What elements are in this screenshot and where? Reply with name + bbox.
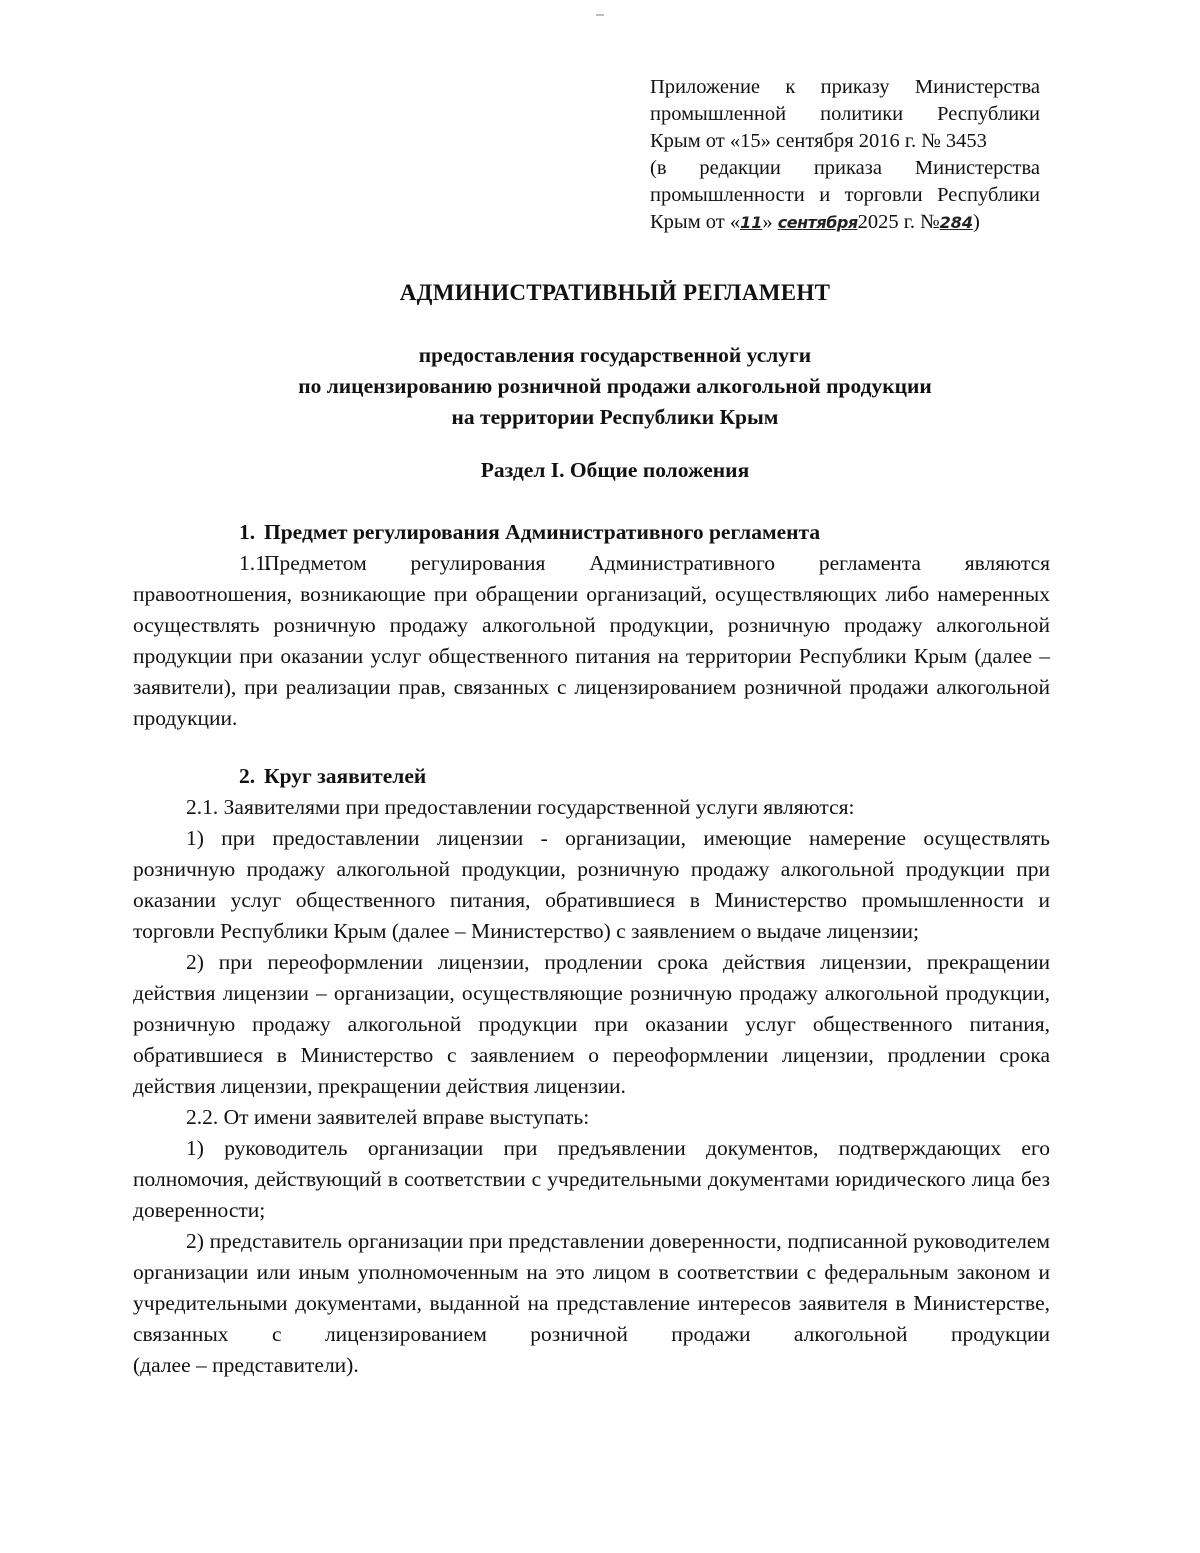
appendix-line: (в редакции приказа Министерства <box>650 157 1040 179</box>
subtitle-line: предоставления государственной услуги <box>418 343 812 367</box>
paragraph: 2) при переоформлении лицензии, продлении срока действия лицензии, прекращении действия лицензии – организации, осуществляющие розничную продажу алкогольной продукции, розничную продажу алкогольной продукции при оказании услуг общественного питания, обратившиеся в Министерство с заявлением о переоформлении лицензии, продлении срока действия лицензии, прекращении действия лицензии. <box>133 950 1050 1098</box>
date-suffix: ) <box>973 211 980 233</box>
appendix-block <box>650 74 1040 236</box>
subsection-title: Предмет регулирования Административного регламента <box>264 520 821 544</box>
paragraph-number: 1.1. <box>239 551 272 575</box>
handwritten-number: 284 <box>939 213 974 232</box>
handwritten-day: 11 <box>740 213 763 232</box>
subsection-number: 1. <box>239 520 256 544</box>
subsection-number: 2. <box>239 764 256 788</box>
appendix-line: промышленной политики Республики <box>650 103 1040 125</box>
subtitle-line: по лицензированию розничной продажи алкогольной продукции <box>298 374 932 398</box>
paragraph <box>133 548 1050 734</box>
document-body <box>133 517 1050 1381</box>
appendix-line-date <box>650 209 1040 236</box>
subtitle-line: на территории Республики Крым <box>451 405 779 429</box>
paragraph-text: Предметом регулирования Административного регламента являются правоотношения, возникающие при обращении организаций, осуществляющих либо намеренных осуществлять розничную продажу алкогольной продукции, розничную продажу алкогольной продукции при оказании услуг общественного питания на территории Республики Крым (далее – заявители), при реализации прав, связанных с лицензированием розничной продажи алкогольной продукции. <box>133 551 1050 730</box>
document-subtitle <box>130 340 1100 433</box>
appendix-line: Крым от «15» сентября 2016 г. № 3453 <box>650 130 987 152</box>
paragraph: 1) при предоставлении лицензии - организации, имеющие намерение осуществлять розничную продажу алкогольной продукции, розничную продажу алкогольной продукции при оказании услуг общественного питания, обратившиеся в Министерство промышленности и торговли Республики Крым (далее – Министерство) с заявлением о выдаче лицензии; <box>133 826 1050 943</box>
handwritten-month: сентября <box>777 213 858 232</box>
subsection-heading <box>133 761 1050 792</box>
subsection-heading <box>133 517 1050 548</box>
paragraph: 2.2. От имени заявителей вправе выступать: <box>186 1105 590 1129</box>
subsection-title: Круг заявителей <box>264 764 427 788</box>
date-quote: » <box>762 211 773 233</box>
paragraph: 1) руководитель организации при предъявлении документов, подтверждающих его полномочия, действующий в соответствии с учредительными документами юридического лица без доверенности; <box>133 1136 1050 1222</box>
document-title: АДМИНИСТРАТИВНЫЙ РЕГЛАМЕНТ <box>399 280 831 305</box>
paragraph: 2.1. Заявителями при предоставлении государственной услуги являются: <box>186 795 855 819</box>
section-title: Раздел I. Общие положения <box>480 458 750 482</box>
date-year: 2025 г. № <box>857 211 940 233</box>
paragraph: 2) представитель организации при представлении доверенности, подписанной руководителем организации или иным уполномоченным на это лицом в соответствии с федеральным законом и учредительными документами, выданной на представление интересов заявителя в Министерстве, связанных с лицензированием розничной продажи алкогольной продукции <box>133 1229 1050 1346</box>
paragraph-continuation: (далее – представители). <box>133 1353 359 1377</box>
appendix-line: Приложение к приказу Министерства <box>650 76 1040 98</box>
scan-mark <box>596 14 604 16</box>
date-prefix: Крым от « <box>650 211 741 233</box>
appendix-line: промышленности и торговли Республики <box>650 184 1040 206</box>
